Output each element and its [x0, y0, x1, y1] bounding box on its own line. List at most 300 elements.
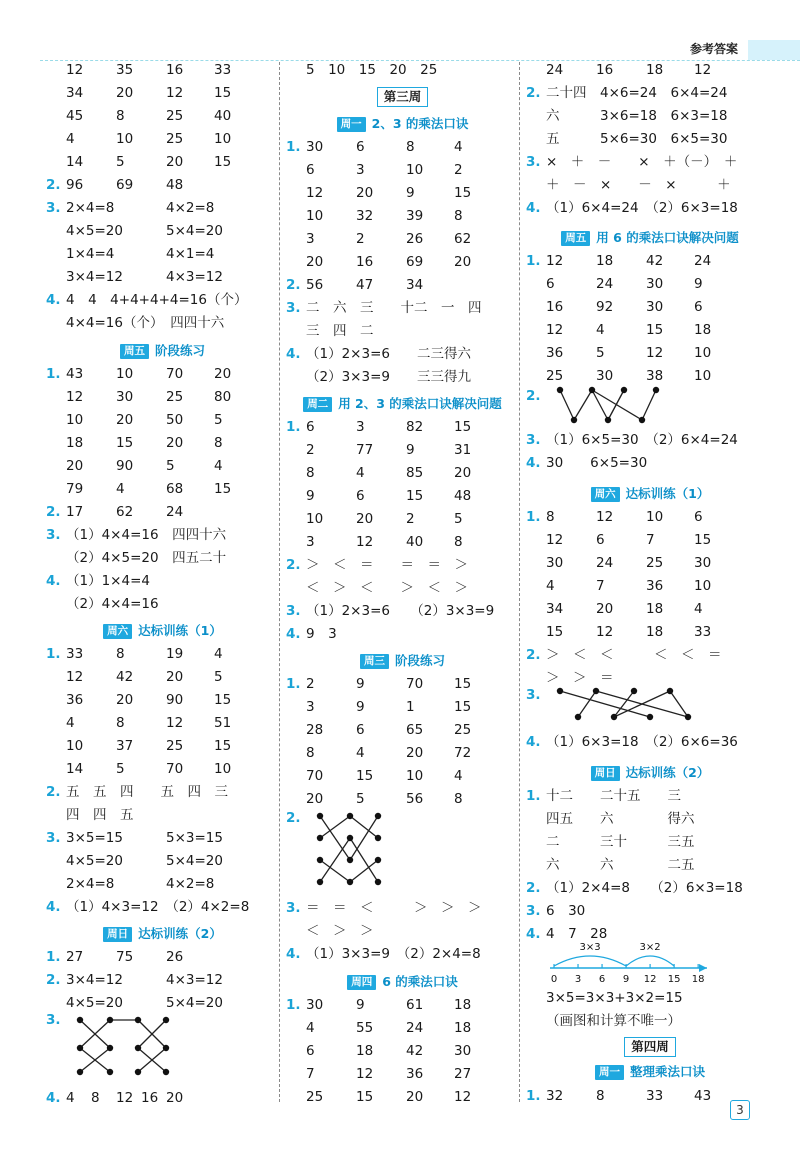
section-heading [290, 394, 515, 414]
answer-value: 20 [406, 745, 424, 761]
answer-value: 5 [116, 761, 125, 777]
answer-value: 45 [66, 108, 84, 124]
answer-value: 85 [406, 465, 424, 481]
section-heading [290, 114, 515, 134]
match-dot [107, 1069, 113, 1075]
answer-value: 51 [214, 715, 232, 731]
match-dot [375, 857, 381, 863]
number-line-tick-label: 15 [667, 974, 681, 985]
answer-value: 18 [596, 253, 614, 269]
section-title: 用 2、3 的乘法口诀解决问题 [338, 396, 502, 411]
answer-value: 34 [406, 277, 424, 293]
answer-value: 15 [646, 322, 664, 338]
answer-value: 34 [546, 601, 564, 617]
question-number: 1. [286, 139, 301, 155]
match-dot [631, 688, 637, 694]
answer-value: 10 [694, 368, 712, 384]
answer-value: 5×4=20 [166, 853, 223, 869]
question-number: 1. [526, 788, 541, 804]
column-divider [279, 62, 280, 1102]
answer-value: 8 [214, 435, 223, 451]
answer-value: 25 [166, 108, 184, 124]
match-line [320, 816, 350, 838]
day-tag: 周六 [591, 487, 620, 502]
answer-value: 25 [166, 738, 184, 754]
answer-value: 5 [214, 669, 223, 685]
answer-value: 8 [306, 745, 315, 761]
answer-value: 15 [406, 488, 424, 504]
answer-value: 10 [116, 131, 134, 147]
question-number: 1. [46, 646, 61, 662]
answer-value: （1）4×4=16 四四十六 [66, 527, 227, 543]
section-heading [530, 1062, 770, 1082]
answer-value: 12 [546, 532, 564, 548]
question-number: 4. [526, 734, 541, 750]
answer-value: 32 [356, 208, 374, 224]
question-number: 2. [46, 504, 61, 520]
answer-value: 8 [306, 465, 315, 481]
answer-value: 8 [596, 1088, 605, 1104]
answer-value: （1）2×3=6 二三得六 [306, 346, 471, 362]
answer-value: 20 [166, 154, 184, 170]
answer-value: ＞ ＜ ＝ ＝ ＝ ＞ [306, 557, 468, 573]
answer-value: （2）3×3=9 三三得九 [306, 369, 471, 385]
answer-value: 20 [406, 1089, 424, 1105]
answer-value: 72 [454, 745, 472, 761]
answer-value: 4×5=20 [66, 995, 123, 1011]
answer-value: 4 [454, 139, 463, 155]
answer-value: 25 [166, 389, 184, 405]
question-number: 1. [526, 1088, 541, 1104]
question-number: 2. [526, 85, 541, 101]
answer-value: 55 [356, 1020, 374, 1036]
match-line [608, 390, 624, 420]
answer-value: 70 [406, 676, 424, 692]
answer-value: 15 [214, 154, 232, 170]
answer-value: ＋ － × － × ＋ [546, 177, 731, 193]
answer-value: 30 [646, 299, 664, 315]
answer-value: 12 [596, 624, 614, 640]
answer-value: 10 [646, 509, 664, 525]
answer-value: 26 [166, 949, 184, 965]
answer-value: 12 [646, 345, 664, 361]
answer-value: 16 [141, 1090, 159, 1106]
question-number: 1. [526, 253, 541, 269]
answer-value: 3 [356, 419, 365, 435]
answer-value: 20 [306, 254, 324, 270]
match-dot [557, 688, 563, 694]
week-title [290, 86, 515, 108]
answer-value: 24 [546, 62, 564, 78]
answer-value: 16 [356, 254, 374, 270]
answer-value: 80 [214, 389, 232, 405]
answer-value: 4×3=12 [166, 269, 223, 285]
answer-value: 24 [596, 276, 614, 292]
answer-value: 24 [166, 504, 184, 520]
question-number: 2. [286, 277, 301, 293]
answer-value: 4 4 4+4+4+4=16（个） [66, 292, 248, 308]
answer-value: 4 [596, 322, 605, 338]
answer-value: 18 [356, 1043, 374, 1059]
answer-value: 9 [694, 276, 703, 292]
match-dot [317, 813, 323, 819]
answer-value: 4 [214, 458, 223, 474]
answer-value: 33 [694, 624, 712, 640]
match-dot [667, 688, 673, 694]
answer-value: 25 [306, 1089, 324, 1105]
match-line [614, 691, 634, 717]
match-line [350, 838, 378, 882]
answer-value: 30 [646, 276, 664, 292]
question-number: 4. [46, 899, 61, 915]
answer-value: 20 [116, 692, 134, 708]
answer-value: 14 [66, 761, 84, 777]
day-tag: 周三 [360, 654, 389, 669]
match-line [574, 390, 592, 420]
answer-value: （画图和计算不唯一） [546, 1013, 681, 1029]
answer-value: 39 [406, 208, 424, 224]
answer-value: 10 [214, 761, 232, 777]
answer-value: 12 [596, 509, 614, 525]
column-divider [519, 62, 520, 1102]
match-dot [347, 835, 353, 841]
answer-value: 4 [546, 578, 555, 594]
answer-value: 10 [66, 412, 84, 428]
answer-value: 20 [166, 1090, 184, 1106]
answer-value: 30 [596, 368, 614, 384]
answer-value: 18 [66, 435, 84, 451]
answer-value: 5 [454, 511, 463, 527]
section-title: 整理乘法口诀 [629, 1064, 705, 1079]
answer-value: 30 [306, 997, 324, 1013]
answer-value: 20 [356, 185, 374, 201]
answer-value: 1×4=4 [66, 246, 115, 262]
answer-value: 9 [406, 185, 415, 201]
answer-value: 8 [116, 108, 125, 124]
section-title: 6 的乘法口诀 [382, 974, 458, 989]
answer-value: 7 [596, 578, 605, 594]
answer-value: 43 [694, 1088, 712, 1104]
answer-value: 77 [356, 442, 374, 458]
answer-value: 4×1=4 [166, 246, 215, 262]
answer-value: 16 [596, 62, 614, 78]
answer-value: 3 [306, 231, 315, 247]
answer-value: 61 [406, 997, 424, 1013]
answer-value: 30 [454, 1043, 472, 1059]
answer-value: 69 [116, 177, 134, 193]
section-title: 达标训练（2） [138, 926, 222, 941]
answer-value: 1 [406, 699, 415, 715]
answer-value: 25 [646, 555, 664, 571]
answer-value: 6 [306, 1043, 315, 1059]
question-number: 3. [46, 830, 61, 846]
answer-value: 2 [454, 162, 463, 178]
day-tag: 周日 [591, 766, 620, 781]
answer-value: 25 [454, 722, 472, 738]
question-number: 3. [46, 527, 61, 543]
answer-value: 15 [116, 435, 134, 451]
header-title: 参考答案 [690, 42, 739, 56]
answer-value: 18 [646, 624, 664, 640]
answer-value: 12 [694, 62, 712, 78]
answer-value: 20 [596, 601, 614, 617]
answer-value: 五 5×6=30 6×5=30 [546, 131, 728, 147]
section-title: 用 6 的乘法口诀解决问题 [596, 230, 739, 245]
answer-value: 10 [406, 162, 424, 178]
answer-value: （1）4×3=12 （2）4×2=8 [66, 899, 250, 915]
answer-value: 18 [454, 1020, 472, 1036]
match-dot [163, 1045, 169, 1051]
number-line-tick-label: 6 [598, 974, 606, 985]
answer-value: 6 [596, 532, 605, 548]
answer-value: 9 3 [306, 626, 337, 642]
answer-value: 79 [66, 481, 84, 497]
answer-value: 30 [694, 555, 712, 571]
match-dot [347, 879, 353, 885]
answer-value: 6 30 [546, 903, 586, 919]
answer-value: 5 [356, 791, 365, 807]
answer-value: 28 [306, 722, 324, 738]
answer-value: 12 [546, 322, 564, 338]
answer-value: 68 [166, 481, 184, 497]
section-title: 达标训练（1） [625, 486, 710, 501]
answer-value: 20 [116, 412, 134, 428]
answer-value: 8 [454, 208, 463, 224]
answer-value: × ＋ － × ＋（－） ＋ [546, 154, 738, 170]
answer-value: 10 [66, 738, 84, 754]
answer-value: 20 [454, 254, 472, 270]
answer-value: 12 [356, 534, 374, 550]
week-label: 第三周 [377, 87, 429, 107]
answer-value: 30 [306, 139, 324, 155]
match-dot [317, 835, 323, 841]
answer-value: （1）2×4=8 （2）6×3=18 [546, 880, 743, 896]
answer-value: 8 [116, 646, 125, 662]
matching-figure [538, 685, 708, 733]
answer-value: 二 六 三 十二 一 四 [306, 300, 482, 316]
answer-value: 24 [406, 1020, 424, 1036]
answer-value: 8 [91, 1090, 100, 1106]
answer-value: 8 [546, 509, 555, 525]
answer-value: 4 [356, 745, 365, 761]
section-title: 达标训练（2） [625, 765, 710, 780]
answer-value: 三 四 二 [306, 323, 374, 339]
match-dot [107, 1045, 113, 1051]
question-number: 3. [286, 603, 301, 619]
match-dot [575, 714, 581, 720]
match-dot [639, 417, 645, 423]
answer-value: 33 [66, 646, 84, 662]
answer-value: 15 [356, 768, 374, 784]
answer-value: 36 [66, 692, 84, 708]
answer-value: 4 [66, 131, 75, 147]
answer-value: 10 [694, 578, 712, 594]
answer-value: 9 [406, 442, 415, 458]
match-dot [107, 1017, 113, 1023]
answer-value: 4 [66, 715, 75, 731]
answer-value: 5 [214, 412, 223, 428]
answer-value: 18 [454, 997, 472, 1013]
match-dot [593, 688, 599, 694]
question-number: 3. [526, 154, 541, 170]
answer-value: 10 [214, 131, 232, 147]
page-number: 3 [730, 1100, 750, 1120]
match-dot [571, 417, 577, 423]
answer-value: 4 7 28 [546, 926, 608, 942]
answer-value: 30 6×5=30 [546, 455, 648, 471]
answer-value: 6 [306, 162, 315, 178]
answer-value: 四五 六 得六 [546, 811, 695, 827]
week-title [530, 1036, 770, 1058]
answer-value: 4 [356, 465, 365, 481]
answer-value: 38 [646, 368, 664, 384]
match-dot [135, 1069, 141, 1075]
number-line-tick-label: 3 [574, 974, 582, 985]
answer-value: 3×4=12 [66, 269, 123, 285]
match-dot [375, 879, 381, 885]
question-number: 4. [46, 292, 61, 308]
arc-label: 3×2 [639, 942, 661, 953]
answer-value: 70 [166, 761, 184, 777]
question-number: 4. [286, 626, 301, 642]
answer-value: 六 3×6=18 6×3=18 [546, 108, 728, 124]
day-tag: 周六 [103, 624, 132, 639]
answer-value: 15 [214, 85, 232, 101]
answer-value: 15 [454, 419, 472, 435]
answer-value: 30 [116, 389, 134, 405]
answer-value: ＜ ＞ ＜ ＞ ＜ ＞ [306, 580, 468, 596]
answer-value: 15 [214, 692, 232, 708]
answer-value: 4×5=20 [66, 223, 123, 239]
answer-value: 33 [646, 1088, 664, 1104]
answer-value: 8 [116, 715, 125, 731]
answer-value: 6 [356, 139, 365, 155]
match-dot [347, 813, 353, 819]
match-line [320, 860, 350, 882]
answer-value: 2 [356, 231, 365, 247]
question-number: 4. [46, 573, 61, 589]
answer-value: 4×2=8 [166, 876, 215, 892]
answer-value: 18 [646, 601, 664, 617]
answer-value: 12 [546, 253, 564, 269]
answer-value: 15 [454, 185, 472, 201]
answer-value: ＜ ＞ ＞ [306, 923, 374, 939]
answer-value: 31 [454, 442, 472, 458]
answer-value: 15 [454, 676, 472, 692]
answer-value: 3×4=12 [66, 972, 123, 988]
match-dot [135, 1017, 141, 1023]
day-tag: 周一 [337, 117, 366, 132]
match-dot [77, 1069, 83, 1075]
question-number: 4. [286, 946, 301, 962]
section-title: 达标训练（1） [138, 623, 222, 638]
answer-value: 27 [66, 949, 84, 965]
answer-value: 33 [214, 62, 232, 78]
answer-value: 12 [66, 669, 84, 685]
answer-value: 9 [356, 997, 365, 1013]
answer-value: 20 [166, 669, 184, 685]
answer-value: 24 [596, 555, 614, 571]
answer-value: 4 [694, 601, 703, 617]
answer-value: 50 [166, 412, 184, 428]
answer-value: 20 [116, 85, 134, 101]
answer-value: 20 [166, 435, 184, 451]
answer-value: （1）6×3=18 （2）6×6=36 [546, 734, 738, 750]
question-number: 1. [286, 997, 301, 1013]
answer-value: 16 [166, 62, 184, 78]
answer-value: （1）6×5=30 （2）6×4=24 [546, 432, 738, 448]
day-tag: 周五 [561, 231, 590, 246]
answer-value: 7 [646, 532, 655, 548]
arc-label: 3×3 [579, 942, 601, 953]
answer-value: 90 [166, 692, 184, 708]
answer-value: 75 [116, 949, 134, 965]
answer-value: 4 [66, 1090, 75, 1106]
answer-value: 2 [406, 511, 415, 527]
answer-value: 5×3=15 [166, 830, 223, 846]
section-heading [50, 341, 275, 361]
answer-value: 48 [454, 488, 472, 504]
section-heading [50, 924, 275, 944]
question-number: 4. [286, 346, 301, 362]
answer-value: 32 [546, 1088, 564, 1104]
answer-value: 3×5=15 [66, 830, 123, 846]
day-tag: 周四 [347, 975, 376, 990]
answer-value: 70 [166, 366, 184, 382]
question-number: 2. [526, 880, 541, 896]
question-number: 2. [286, 810, 301, 826]
section-title: 阶段练习 [394, 653, 445, 668]
question-number: 4. [526, 926, 541, 942]
answer-value: 五 五 四 五 四 三 [66, 784, 228, 800]
match-dot [317, 857, 323, 863]
answer-value: 4 [306, 1020, 315, 1036]
match-dot [685, 714, 691, 720]
answer-value: 15 [694, 532, 712, 548]
answer-value: 8 [454, 534, 463, 550]
answer-value: 5 [116, 154, 125, 170]
answer-value: 5 10 15 20 25 [306, 62, 438, 78]
answer-value: 10 [116, 366, 134, 382]
answer-value: 6 [306, 419, 315, 435]
answer-value: （1）1×4=4 [66, 573, 150, 589]
answer-value: 42 [406, 1043, 424, 1059]
answer-value: 12 [166, 715, 184, 731]
answer-value: 12 [116, 1090, 134, 1106]
answer-value: 12 [66, 62, 84, 78]
answer-value: 5 [596, 345, 605, 361]
answer-value: 37 [116, 738, 134, 754]
day-tag: 周一 [595, 1065, 624, 1080]
week-label: 第四周 [624, 1037, 676, 1057]
answer-value: 92 [596, 299, 614, 315]
answer-value: 4×5=20 [66, 853, 123, 869]
section-heading [530, 763, 770, 783]
answer-value: 10 [306, 511, 324, 527]
number-line-tick-label: 12 [643, 974, 657, 985]
answer-value: 25 [166, 131, 184, 147]
number-line-figure [530, 940, 720, 988]
section-heading [530, 484, 770, 504]
question-number: 2. [526, 647, 541, 663]
matching-figure [58, 1010, 228, 1082]
answer-value: 7 [306, 1066, 315, 1082]
question-number: 2. [286, 557, 301, 573]
match-dot [375, 835, 381, 841]
match-line [350, 816, 378, 838]
day-tag: 周日 [103, 927, 132, 942]
question-number: 3. [46, 200, 61, 216]
